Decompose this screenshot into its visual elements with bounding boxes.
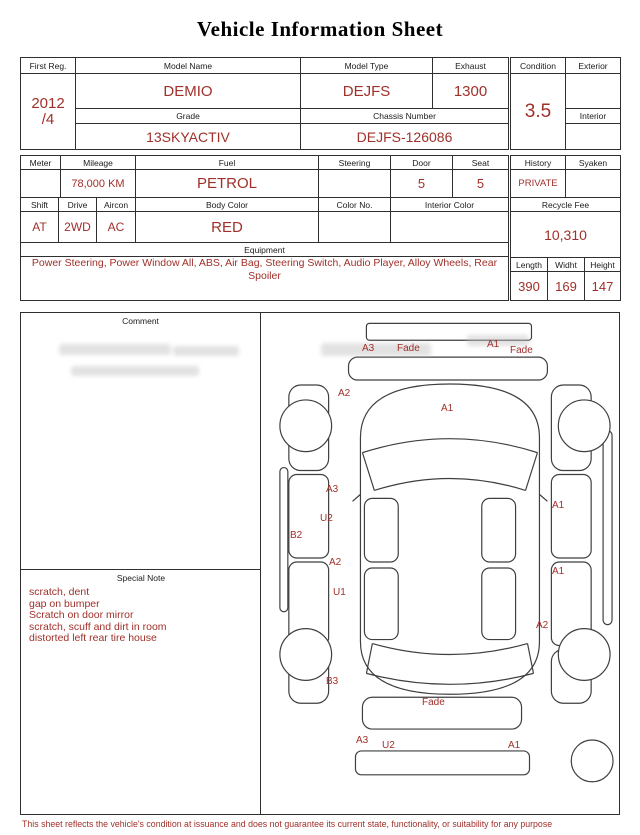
damage-marker: A1	[508, 740, 521, 751]
seat-value: 5	[452, 169, 508, 197]
interior-value	[565, 123, 620, 149]
syaken-label: Syaken	[565, 155, 620, 169]
meter-value	[20, 169, 60, 197]
footer-disclaimer: This sheet reflects the vehicle's condition at issuance and does not guarantee its current state, functionality, or suitability for any purpose	[22, 819, 553, 829]
height-value: 147	[584, 271, 620, 300]
shift-label: Shift	[20, 197, 58, 211]
special-note-lines	[29, 587, 167, 645]
mileage-label: Mileage	[60, 155, 135, 169]
grade-value: 13SKYACTIV	[75, 123, 300, 149]
dimensions-table	[510, 257, 621, 301]
first-reg-year: 2012	[31, 94, 65, 112]
chassis-number-value: DEJFS-126086	[300, 123, 508, 149]
history-label: History	[510, 155, 565, 169]
interior-color-value	[390, 211, 508, 242]
special-note-line: scratch, dent	[29, 586, 90, 598]
equipment-value: Power Steering, Power Window All, ABS, Air Bag, Steering Switch, Audio Player, Alloy Wheels, Rear Spoiler	[20, 256, 508, 300]
front-right-wheel	[558, 400, 610, 452]
width-label: Widht	[547, 257, 584, 271]
left-rocker-strip	[280, 468, 288, 612]
length-value: 390	[510, 271, 547, 300]
specs-table-top	[20, 155, 509, 197]
model-type-value: DEJFS	[300, 73, 432, 108]
damage-marker: A1	[441, 403, 454, 414]
history-table	[510, 155, 621, 197]
right-front-window	[482, 498, 516, 562]
special-note-section	[21, 569, 261, 814]
drive-value: 2WD	[58, 211, 96, 242]
damage-marker: A2	[536, 620, 549, 631]
car-diagram	[261, 313, 619, 814]
body-color-label: Body Color	[135, 197, 318, 211]
exterior-value	[565, 73, 620, 108]
drive-label: Drive	[58, 197, 96, 211]
right-rocker-strip	[603, 431, 612, 625]
history-value: PRIVATE	[510, 169, 565, 197]
registration-table	[20, 57, 509, 150]
door-label: Door	[390, 155, 452, 169]
damage-marker: U1	[333, 587, 346, 598]
first-reg-month: /4	[41, 110, 55, 128]
special-note-line: Scratch on door mirror	[29, 609, 134, 622]
damage-marker: A3	[362, 343, 375, 354]
interior-color-label: Interior Color	[390, 197, 508, 211]
special-note-line: scratch, scuff and dirt in room	[29, 620, 167, 633]
damage-marker: A2	[338, 388, 351, 399]
front-bumper	[349, 357, 548, 380]
shift-value: AT	[20, 211, 58, 242]
mileage-value: 78,000 KM	[60, 169, 135, 197]
condition-table	[510, 57, 621, 150]
height-label: Height	[584, 257, 620, 271]
damage-marker: A1	[487, 339, 500, 350]
damage-marker: Fade	[422, 697, 445, 708]
model-name-label: Model Name	[75, 57, 300, 73]
width-value: 169	[547, 271, 584, 300]
damage-marker: B2	[290, 530, 303, 541]
color-no-value	[318, 211, 390, 242]
special-note-line: gap on bumper	[29, 597, 100, 610]
model-type-label: Model Type	[300, 57, 432, 73]
chassis-number-label: Chassis Number	[300, 108, 508, 123]
exhaust-label: Exhaust	[432, 57, 508, 73]
condition-label: Condition	[510, 57, 565, 73]
inspection-panel	[20, 312, 620, 815]
damage-marker: B3	[326, 676, 339, 687]
recycle-fee-table	[510, 197, 621, 257]
left-front-window	[364, 498, 398, 562]
special-note-line: distorted left rear tire house	[29, 632, 157, 645]
damage-marker: U2	[320, 513, 333, 524]
right-rear-window	[482, 568, 516, 640]
right-front-door	[551, 474, 591, 558]
aircon-value: AC	[96, 211, 135, 242]
spare-tire	[571, 740, 613, 782]
rear-left-wheel	[280, 629, 332, 681]
recycle-fee-label: Recycle Fee	[510, 197, 620, 211]
exhaust-value: 1300	[432, 73, 508, 108]
meter-label: Meter	[20, 155, 60, 169]
damage-marker: Fade	[397, 343, 420, 354]
grade-label: Grade	[75, 108, 300, 123]
equipment-table	[20, 242, 509, 301]
recycle-fee-value: 10,310	[510, 211, 620, 257]
left-rear-window	[364, 568, 398, 640]
front-left-wheel	[280, 400, 332, 452]
damage-marker: A1	[552, 566, 565, 577]
door-value: 5	[390, 169, 452, 197]
damage-marker: Fade	[510, 345, 533, 356]
fuel-value: PETROL	[135, 169, 318, 197]
first-reg-value	[20, 73, 75, 149]
special-note-label: Special Note	[116, 573, 166, 583]
comment-label: Comment	[122, 316, 159, 326]
rear-bumper	[355, 751, 529, 775]
fuel-label: Fuel	[135, 155, 318, 169]
syaken-value	[565, 169, 620, 197]
body-color-value: RED	[135, 211, 318, 242]
exterior-label: Exterior	[565, 57, 620, 73]
steering-label: Steering	[318, 155, 390, 169]
page-title: Vehicle Information Sheet	[196, 17, 444, 41]
rear-right-wheel	[558, 629, 610, 681]
first-reg-label: First Reg.	[20, 57, 75, 73]
interior-label: Interior	[565, 108, 620, 123]
specs-table-mid	[20, 197, 509, 242]
steering-value	[318, 169, 390, 197]
color-no-label: Color No.	[318, 197, 390, 211]
car-outline	[280, 323, 613, 781]
model-name-value: DEMIO	[75, 73, 300, 108]
front-top-strip	[366, 323, 531, 340]
length-label: Length	[510, 257, 547, 271]
equipment-label: Equipment	[20, 242, 508, 256]
damage-marker: U2	[382, 740, 395, 751]
damage-marker: A3	[356, 735, 369, 746]
damage-marker: A2	[329, 557, 342, 568]
damage-marker: A3	[326, 484, 339, 495]
damage-marker: A1	[552, 500, 565, 511]
condition-value: 3.5	[510, 73, 565, 149]
aircon-label: Aircon	[96, 197, 135, 211]
seat-label: Seat	[452, 155, 508, 169]
